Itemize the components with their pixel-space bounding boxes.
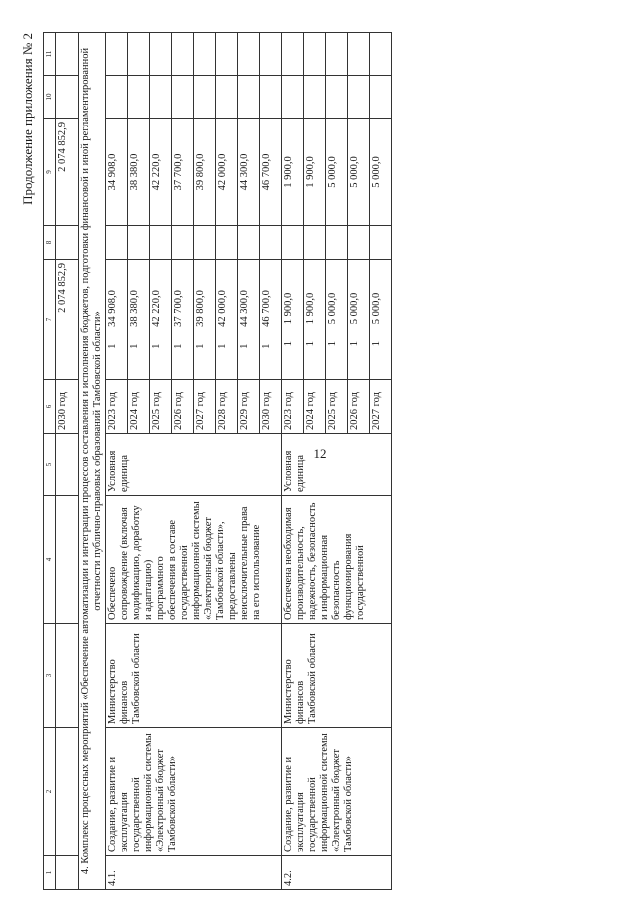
row-col-8 (370, 226, 392, 260)
page-number: 12 (313, 446, 327, 461)
row-col-8 (326, 226, 348, 260)
row-qty: 1 (151, 343, 162, 349)
col-num: 2 (44, 728, 56, 856)
row-year: 2027 год (370, 380, 392, 434)
row-qty: 1 (129, 343, 140, 349)
row-year: 2025 год (326, 380, 348, 434)
row-year: 2025 год (150, 380, 172, 434)
row-value-7: 37 700,0 (173, 290, 184, 327)
row-year: 2026 год (348, 380, 370, 434)
row-qty-and-value-7 (304, 260, 326, 380)
row-qty-and-value-7 (326, 260, 348, 380)
row-col-10 (128, 76, 150, 119)
row-qty-and-value-7 (128, 260, 150, 380)
section-title: 4. Комплекс процессных мероприятий «Обеспечение автоматизации и интеграции процессов составления и исполнения бюджетов, подготовки финансовой и иной регламентированной отчетности публично-правовых образований Тамбовской области» (79, 33, 106, 890)
row-col-8 (260, 226, 282, 260)
row-year: 2030 год (260, 380, 282, 434)
row-year: 2023 год (282, 380, 304, 434)
row-value-9: 1 900,0 (304, 119, 326, 226)
row-value-7: 5 000,0 (349, 292, 360, 325)
row-qty-and-value-7 (106, 260, 128, 380)
row-col-10 (216, 76, 238, 119)
item-executor: Министерство финансов Тамбовской области (282, 624, 392, 728)
row-value-9: 42 220,0 (150, 119, 172, 226)
row-qty: 1 (195, 343, 206, 349)
item-number: 4.2. (282, 856, 392, 890)
row-value-9: 37 700,0 (172, 119, 194, 226)
row-col-8 (282, 226, 304, 260)
row-value-9: 39 800,0 (194, 119, 216, 226)
row-col-11 (194, 33, 216, 76)
row-qty: 1 (349, 341, 360, 347)
item-result: Обеспечено сопровождение (включая модификацию, доработку и адаптацию) программного обеспечения в составе государственной информационной системы «Электронный бюджет Тамбовской области», предоставлены неисключительные права на его использование (106, 496, 282, 624)
row-col-8 (150, 226, 172, 260)
col-num: 5 (44, 434, 56, 496)
row-qty: 1 (239, 343, 250, 349)
row-col-10 (238, 76, 260, 119)
row-year: 2023 год (106, 380, 128, 434)
row-col-11 (216, 33, 238, 76)
item-result: Обеспечена необходимая производительность, надежность, безопасность и информационная безопасность функционирования государственной (282, 496, 392, 624)
row-value-7: 39 800,0 (195, 290, 206, 327)
row-value-7: 1 900,0 (305, 292, 316, 325)
row-col-11 (106, 33, 128, 76)
row-qty-and-value-7 (172, 260, 194, 380)
item-executor: Министерство финансов Тамбовской области (106, 624, 282, 728)
rotated-landscape-sheet (17, 22, 629, 890)
column-number-row (44, 33, 56, 890)
plan-table (43, 32, 392, 890)
row-value-9: 44 300,0 (238, 119, 260, 226)
row-qty: 1 (261, 343, 272, 349)
col-num: 9 (44, 119, 56, 226)
col-num: 11 (44, 33, 56, 76)
row-value-9: 38 380,0 (128, 119, 150, 226)
row-qty-and-value-7 (282, 260, 304, 380)
table-row (106, 33, 128, 890)
col-num: 1 (44, 856, 56, 890)
total-value-7: 2 074 852,9 (56, 260, 79, 380)
row-col-10 (282, 76, 304, 119)
section-row (79, 33, 106, 890)
col-num: 4 (44, 496, 56, 624)
row-value-7: 42 220,0 (151, 290, 162, 327)
row-qty: 1 (107, 343, 118, 349)
row-year: 2028 год (216, 380, 238, 434)
total-value-9: 2 074 852,9 (56, 119, 79, 226)
row-qty: 1 (327, 341, 338, 347)
row-col-8 (194, 226, 216, 260)
row-value-9: 42 000,0 (216, 119, 238, 226)
row-year: 2029 год (238, 380, 260, 434)
row-value-7: 44 300,0 (239, 290, 250, 327)
row-col-10 (172, 76, 194, 119)
row-col-10 (348, 76, 370, 119)
row-qty-and-value-7 (238, 260, 260, 380)
row-qty: 1 (371, 341, 382, 347)
row-col-11 (304, 33, 326, 76)
col-num: 8 (44, 226, 56, 260)
row-value-7: 1 900,0 (283, 292, 294, 325)
row-value-9: 1 900,0 (282, 119, 304, 226)
col-num: 6 (44, 380, 56, 434)
row-col-11 (348, 33, 370, 76)
row-col-11 (282, 33, 304, 76)
row-qty: 1 (217, 343, 228, 349)
row-col-8 (238, 226, 260, 260)
item-name: Создание, развитие и эксплуатация государственной информационной системы «Электронный бюджет Тамбовской области» (282, 728, 392, 856)
item-unit: Условная единица (282, 434, 392, 496)
col-num: 7 (44, 260, 56, 380)
row-year: 2024 год (128, 380, 150, 434)
row-value-7: 46 700,0 (261, 290, 272, 327)
row-col-10 (370, 76, 392, 119)
row-col-11 (370, 33, 392, 76)
item-name: Создание, развитие и эксплуатация государственной информационной системы «Электронный бюджет Тамбовской области» (106, 728, 282, 856)
total-year: 2030 год (56, 380, 79, 434)
row-col-11 (238, 33, 260, 76)
row-qty-and-value-7 (370, 260, 392, 380)
total-row (56, 33, 79, 890)
row-col-11 (172, 33, 194, 76)
table-row (282, 33, 304, 890)
row-year: 2027 год (194, 380, 216, 434)
row-year: 2026 год (172, 380, 194, 434)
item-number: 4.1. (106, 856, 282, 890)
row-col-10 (304, 76, 326, 119)
row-col-10 (106, 76, 128, 119)
row-col-11 (128, 33, 150, 76)
row-value-7: 5 000,0 (371, 292, 382, 325)
row-col-8 (172, 226, 194, 260)
row-qty: 1 (305, 341, 316, 347)
row-col-10 (326, 76, 348, 119)
row-col-10 (260, 76, 282, 119)
continuation-label: Продолжение приложения № 2 (20, 33, 35, 205)
row-value-7: 34 908,0 (107, 290, 118, 327)
row-qty-and-value-7 (216, 260, 238, 380)
row-value-9: 46 700,0 (260, 119, 282, 226)
row-qty-and-value-7 (348, 260, 370, 380)
row-value-7: 5 000,0 (327, 292, 338, 325)
row-col-8 (216, 226, 238, 260)
row-col-11 (326, 33, 348, 76)
row-col-8 (128, 226, 150, 260)
row-qty: 1 (283, 341, 294, 347)
item-unit: Условная единица (106, 434, 282, 496)
row-col-11 (260, 33, 282, 76)
row-qty-and-value-7 (150, 260, 172, 380)
row-value-9: 5 000,0 (348, 119, 370, 226)
row-value-9: 5 000,0 (326, 119, 348, 226)
row-value-9: 34 908,0 (106, 119, 128, 226)
row-col-11 (150, 33, 172, 76)
row-col-10 (150, 76, 172, 119)
row-value-9: 5 000,0 (370, 119, 392, 226)
row-value-7: 38 380,0 (129, 290, 140, 327)
row-col-8 (106, 226, 128, 260)
row-qty-and-value-7 (194, 260, 216, 380)
row-qty: 1 (173, 343, 184, 349)
row-col-8 (304, 226, 326, 260)
col-num: 10 (44, 76, 56, 119)
col-num: 3 (44, 624, 56, 728)
row-col-8 (348, 226, 370, 260)
row-year: 2024 год (304, 380, 326, 434)
row-qty-and-value-7 (260, 260, 282, 380)
row-col-10 (194, 76, 216, 119)
row-value-7: 42 000,0 (217, 290, 228, 327)
